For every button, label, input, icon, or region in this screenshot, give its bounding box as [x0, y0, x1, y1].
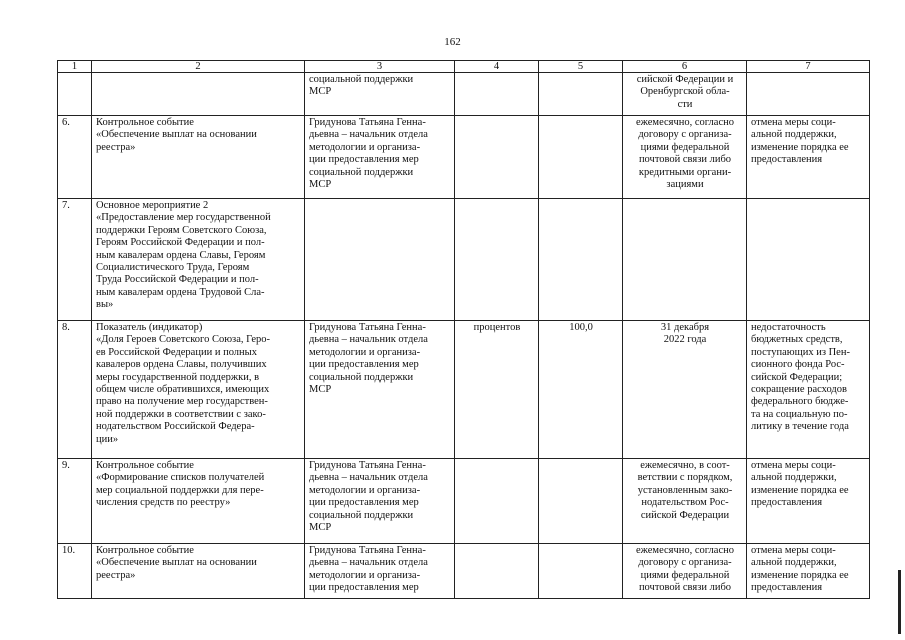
deadline-cell: сийской Федерации и Оренбургской обла- сти — [623, 73, 747, 116]
unit-cell — [455, 199, 539, 321]
event-name-cell: Показатель (индикатор) «Доля Героев Советского Союза, Геро- ев Российской Федерации и полных кавалеров ордена Славы, получивших меры государственной поддержки, в общем числе обратившихся, имеющих право на получение мер государствен- ной поддержки в соответствии с зако- нодательством Российской Федера- ции» — [92, 321, 305, 459]
risks-cell: отмена меры соци- альной поддержки, изменение порядка ее предоставления — [747, 116, 870, 199]
measures-table — [57, 60, 870, 599]
responsible-cell: Гридунова Татьяна Генна- дьевна – начальник отдела методологии и организа- ции предоставления мер социальной поддержки МСР — [305, 321, 455, 459]
table-row — [58, 116, 870, 199]
deadline-cell: ежемесячно, в соот- ветствии с порядком, установленным зако- нодательством Рос- сийской Федерации — [623, 459, 747, 544]
table-row — [58, 73, 870, 116]
row-number-cell: 9. — [58, 459, 92, 544]
row-number-cell: 7. — [58, 199, 92, 321]
column-header-7: 7 — [747, 61, 870, 73]
event-name-cell: Контрольное событие «Формирование списков получателей мер социальной поддержки для пере- числения средств по реестру» — [92, 459, 305, 544]
column-header-3: 3 — [305, 61, 455, 73]
value-cell — [539, 116, 623, 199]
event-name-cell: Контрольное событие «Обеспечение выплат на основании реестра» — [92, 116, 305, 199]
unit-cell — [455, 73, 539, 116]
value-cell — [539, 544, 623, 599]
row-number-cell: 8. — [58, 321, 92, 459]
responsible-cell: Гридунова Татьяна Генна- дьевна – начальник отдела методологии и организа- ции предоставления мер — [305, 544, 455, 599]
column-header-4: 4 — [455, 61, 539, 73]
column-header-1: 1 — [58, 61, 92, 73]
row-number-cell: 10. — [58, 544, 92, 599]
table-row — [58, 544, 870, 599]
responsible-cell — [305, 199, 455, 321]
event-name-cell — [92, 73, 305, 116]
page-number: 162 — [444, 36, 461, 48]
unit-cell — [455, 116, 539, 199]
column-header-2: 2 — [92, 61, 305, 73]
value-cell — [539, 199, 623, 321]
unit-cell: процентов — [455, 321, 539, 459]
deadline-cell: ежемесячно, согласно договору с организа- циями федеральной почтовой связи либо кредитными органи- зациями — [623, 116, 747, 199]
risks-cell: недостаточность бюджетных средств, поступающих из Пен- сионного фонда Рос- сийской Федерации; сокращение расходов федерального бюдже- та на социальную по- литику в течение года — [747, 321, 870, 459]
value-cell — [539, 459, 623, 544]
column-header-6: 6 — [623, 61, 747, 73]
table-row — [58, 459, 870, 544]
event-name-cell: Основное мероприятие 2 «Предоставление мер государственной поддержки Героям Советского Союза, Героям Российской Федерации и пол- ным кавалерам ордена Славы, Героям Социалистического Труда, Героям Труда Российской Федерации и пол- ным кавалерам ордена Трудовой Сла- вы» — [92, 199, 305, 321]
risks-cell — [747, 199, 870, 321]
deadline-cell: 31 декабря 2022 года — [623, 321, 747, 459]
column-header-5: 5 — [539, 61, 623, 73]
row-number-cell — [58, 73, 92, 116]
responsible-cell: Гридунова Татьяна Генна- дьевна – начальник отдела методологии и организа- ции предоставления мер социальной поддержки МСР — [305, 459, 455, 544]
table-row — [58, 321, 870, 459]
risks-cell: отмена меры соци- альной поддержки, изменение порядка ее предоставления — [747, 459, 870, 544]
scan-edge-line — [898, 570, 901, 634]
deadline-cell: ежемесячно, согласно договору с организа- циями федеральной почтовой связи либо — [623, 544, 747, 599]
responsible-cell: социальной поддержки МСР — [305, 73, 455, 116]
risks-cell: отмена меры соци- альной поддержки, изменение порядка ее предоставления — [747, 544, 870, 599]
risks-cell — [747, 73, 870, 116]
value-cell — [539, 73, 623, 116]
responsible-cell: Гридунова Татьяна Генна- дьевна – начальник отдела методологии и организа- ции предоставления мер социальной поддержки МСР — [305, 116, 455, 199]
table-row — [58, 199, 870, 321]
value-cell: 100,0 — [539, 321, 623, 459]
header-row — [58, 61, 870, 73]
deadline-cell — [623, 199, 747, 321]
event-name-cell: Контрольное событие «Обеспечение выплат на основании реестра» — [92, 544, 305, 599]
unit-cell — [455, 544, 539, 599]
unit-cell — [455, 459, 539, 544]
row-number-cell: 6. — [58, 116, 92, 199]
